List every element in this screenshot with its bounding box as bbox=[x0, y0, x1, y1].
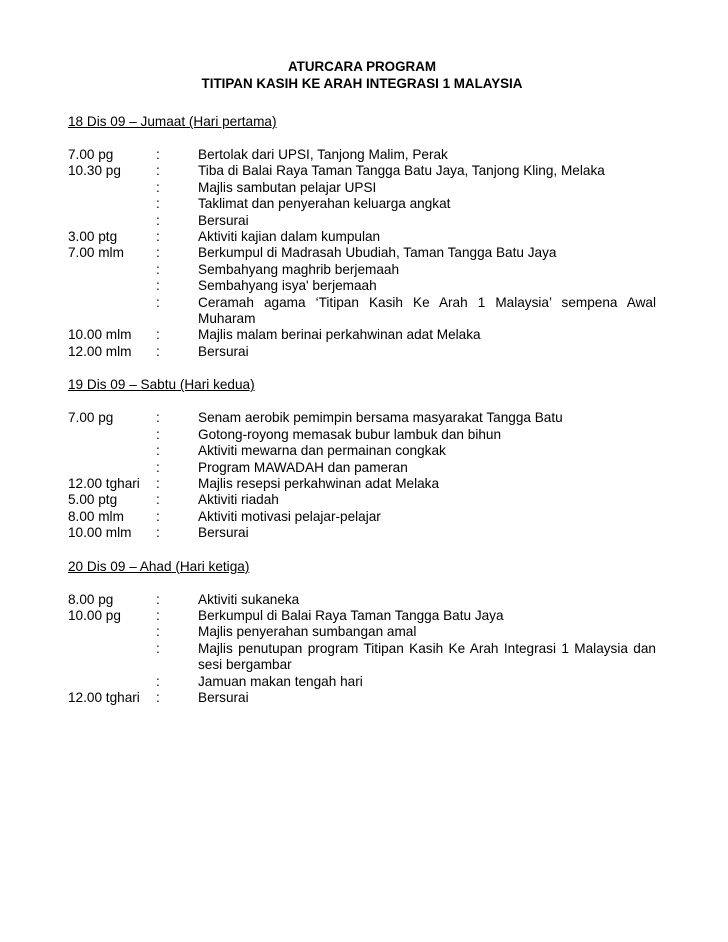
schedule-separator: : bbox=[156, 179, 160, 195]
schedule-separator: : bbox=[156, 343, 160, 359]
schedule-separator: : bbox=[156, 591, 160, 607]
schedule-row bbox=[68, 476, 656, 492]
schedule-separator: : bbox=[156, 327, 160, 343]
schedule-row bbox=[68, 196, 656, 212]
schedule bbox=[68, 113, 656, 706]
schedule-separator: : bbox=[156, 245, 160, 261]
schedule-separator: : bbox=[156, 508, 160, 524]
schedule-separator: : bbox=[156, 410, 160, 426]
schedule-description: Berkumpul di Madrasah Ubudiah, Taman Tangga Batu Jaya bbox=[198, 245, 557, 261]
schedule-time bbox=[68, 196, 156, 212]
schedule-description: Berkumpul di Balai Raya Taman Tangga Batu Jaya bbox=[198, 607, 504, 623]
schedule-description: Majlis sambutan pelajar UPSI bbox=[198, 179, 377, 195]
schedule-row bbox=[68, 163, 656, 179]
schedule-separator: : bbox=[156, 426, 160, 442]
schedule-description: Bertolak dari UPSI, Tanjong Malim, Perak bbox=[198, 147, 448, 162]
schedule-separator: : bbox=[156, 278, 160, 294]
schedule-time bbox=[68, 278, 156, 294]
schedule-time bbox=[68, 295, 156, 328]
schedule-time bbox=[68, 213, 156, 229]
document-title: ATURCARA PROGRAM bbox=[287, 59, 437, 74]
schedule-time bbox=[68, 460, 156, 476]
schedule-separator: : bbox=[156, 294, 160, 310]
schedule-separator: : bbox=[156, 689, 160, 705]
schedule-time: 12.00 tghari bbox=[68, 689, 140, 705]
schedule-separator: : bbox=[156, 261, 160, 277]
schedule-description: Bersurai bbox=[198, 525, 249, 541]
schedule-time: 7.00 mlm bbox=[68, 245, 124, 261]
schedule-time bbox=[68, 443, 156, 459]
schedule-description: Program MAWADAH dan pameran bbox=[198, 459, 408, 475]
schedule-row bbox=[68, 641, 656, 674]
day-heading: 18 Dis 09 – Jumaat (Hari pertama) bbox=[68, 114, 277, 129]
schedule-description: Aktiviti motivasi pelajar-pelajar bbox=[198, 508, 381, 524]
schedule-time: 10.00 pg bbox=[68, 607, 121, 623]
schedule-description: Sembahyang isya' berjemaah bbox=[198, 278, 377, 294]
schedule-time: 10.00 mlm bbox=[68, 327, 132, 343]
schedule-time: 7.00 pg bbox=[68, 147, 114, 162]
schedule-time: 12.00 mlm bbox=[68, 343, 132, 359]
schedule-description: Jamuan makan tengah hari bbox=[198, 673, 363, 689]
schedule-description: Aktiviti kajian dalam kumpulan bbox=[198, 229, 381, 245]
schedule-time: 8.00 mlm bbox=[68, 508, 124, 524]
schedule-row bbox=[68, 443, 656, 459]
schedule-time bbox=[68, 641, 156, 674]
schedule-row bbox=[68, 295, 656, 328]
schedule-separator: : bbox=[156, 443, 160, 459]
schedule-row bbox=[68, 460, 656, 476]
schedule-description: Aktiviti riadah bbox=[198, 492, 279, 508]
day-heading: 19 Dis 09 – Sabtu (Hari kedua) bbox=[68, 377, 255, 393]
schedule-description: Sembahyang maghrib berjemaah bbox=[198, 261, 400, 277]
schedule-time: 7.00 pg bbox=[68, 410, 114, 426]
day-section bbox=[68, 113, 656, 360]
document-subtitle: TITIPAN KASIH KE ARAH INTEGRASI 1 MALAYSIA bbox=[201, 76, 523, 91]
schedule-row bbox=[68, 344, 656, 360]
schedule-row bbox=[68, 690, 656, 706]
schedule-time: 12.00 tghari bbox=[68, 475, 140, 491]
schedule-row bbox=[68, 278, 656, 294]
schedule-time: 10.00 mlm bbox=[68, 525, 132, 541]
schedule-separator: : bbox=[156, 475, 160, 491]
schedule-row bbox=[68, 245, 656, 261]
schedule-separator: : bbox=[156, 229, 160, 245]
schedule-time: 3.00 ptg bbox=[68, 229, 118, 245]
schedule-separator: : bbox=[156, 525, 160, 541]
schedule-row bbox=[68, 410, 656, 426]
schedule-separator: : bbox=[156, 492, 160, 508]
schedule-row bbox=[68, 592, 656, 608]
schedule-row bbox=[68, 147, 656, 163]
schedule-row bbox=[68, 327, 656, 343]
schedule-separator: : bbox=[156, 673, 160, 689]
schedule-row bbox=[68, 624, 656, 640]
schedule-row bbox=[68, 180, 656, 196]
schedule-description: Majlis malam berinai perkahwinan adat Melaka bbox=[198, 327, 481, 343]
schedule-row bbox=[68, 262, 656, 278]
schedule-time bbox=[68, 180, 156, 196]
day-heading: 20 Dis 09 – Ahad (Hari ketiga) bbox=[68, 558, 250, 574]
schedule-separator: : bbox=[156, 147, 160, 162]
schedule-description: Aktiviti sukaneka bbox=[198, 591, 300, 607]
schedule-time bbox=[68, 427, 156, 443]
schedule-description: Aktiviti mewarna dan permainan congkak bbox=[198, 443, 446, 459]
schedule-time bbox=[68, 624, 156, 640]
schedule-row bbox=[68, 509, 656, 525]
day-section bbox=[68, 376, 656, 541]
schedule-separator: : bbox=[156, 459, 160, 475]
schedule-description: Bersurai bbox=[198, 212, 249, 228]
schedule-description: Taklimat dan penyerahan keluarga angkat bbox=[198, 196, 451, 212]
day-section bbox=[68, 558, 656, 707]
schedule-row bbox=[68, 229, 656, 245]
schedule-time: 8.00 pg bbox=[68, 591, 114, 607]
schedule-row bbox=[68, 674, 656, 690]
schedule-description: Majlis resepsi perkahwinan adat Melaka bbox=[198, 475, 440, 491]
schedule-row bbox=[68, 525, 656, 541]
schedule-time bbox=[68, 262, 156, 278]
schedule-row bbox=[68, 213, 656, 229]
schedule-description: Gotong-royong memasak bubur lambuk dan bihun bbox=[198, 426, 502, 442]
schedule-separator: : bbox=[156, 624, 160, 640]
schedule-description: Ceramah agama ‘Titipan Kasih Ke Arah 1 Malaysia’ sempena Awal Muharam bbox=[198, 294, 656, 327]
schedule-separator: : bbox=[156, 212, 160, 228]
schedule-separator: : bbox=[156, 163, 160, 179]
schedule-row bbox=[68, 608, 656, 624]
schedule-row bbox=[68, 492, 656, 508]
schedule-description: Tiba di Balai Raya Taman Tangga Batu Jaya, Tanjong Kling, Melaka bbox=[198, 163, 605, 179]
schedule-description: Bersurai bbox=[198, 343, 249, 359]
schedule-time: 5.00 ptg bbox=[68, 492, 118, 508]
schedule-separator: : bbox=[156, 607, 160, 623]
schedule-description: Senam aerobik pemimpin bersama masyarakat Tangga Batu bbox=[198, 410, 563, 426]
schedule-description: Majlis penutupan program Titipan Kasih Ke Arah Integrasi 1 Malaysia dan sesi bergambar bbox=[198, 640, 656, 673]
schedule-description: Bersurai bbox=[198, 689, 249, 705]
schedule-time: 10.30 pg bbox=[68, 163, 121, 179]
schedule-time bbox=[68, 674, 156, 690]
schedule-description: Majlis penyerahan sumbangan amal bbox=[198, 624, 417, 640]
schedule-separator: : bbox=[156, 196, 160, 212]
schedule-separator: : bbox=[156, 640, 160, 656]
schedule-row bbox=[68, 427, 656, 443]
